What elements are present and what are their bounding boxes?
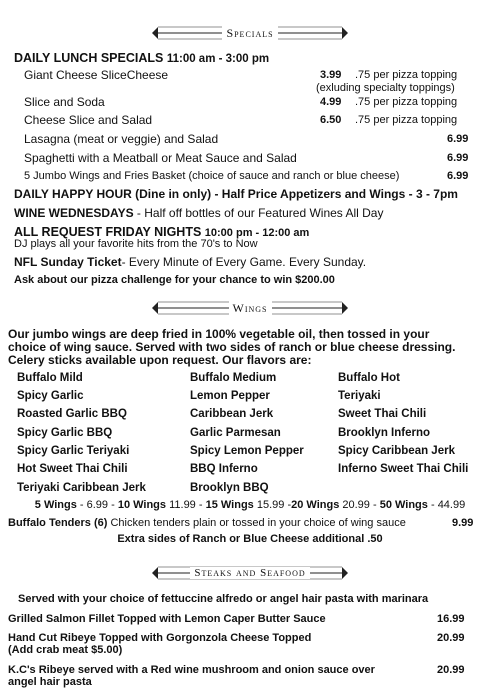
- buffalo-tenders-price: 9.99: [452, 517, 474, 529]
- lunch-item-note: .75 per pizza topping: [355, 69, 458, 81]
- happy-hour-line: DAILY HAPPY HOUR (Dine in only) - Half Price Appetizers and Wings - 3 - 7pm: [14, 187, 458, 201]
- wings-banner: [150, 297, 350, 319]
- wing-flavor: BBQ Inferno: [190, 463, 258, 475]
- steaks-banner-label: Steaks and Seafood: [190, 567, 309, 579]
- lunch-item: Giant Cheese SliceCheese: [24, 68, 169, 82]
- specials-banner: [150, 22, 350, 44]
- lunch-item-price: 6.99: [447, 170, 469, 182]
- steak-item: K.C's Ribeye served with a Red wine mushroom and onion sauce over: [8, 664, 375, 676]
- wings-banner-label: Wings: [229, 301, 272, 316]
- wing-flavor: Garlic Parmesan: [190, 427, 281, 439]
- steak-item: Hand Cut Ribeye Topped with Gorgonzola Cheese Topped: [8, 632, 312, 644]
- wine-wednesdays-line: WINE WEDNESDAYS - Half off bottles of our Featured Wines All Day: [14, 206, 384, 220]
- wing-flavor: Teriyaki Caribbean Jerk: [17, 482, 146, 494]
- wing-sizes-line: 5 Wings - 6.99 - 10 Wings 11.99 - 15 Wings 15.99 -20 Wings 20.99 - 50 Wings - 44.99: [34, 499, 466, 511]
- lunch-item-price: 4.99: [320, 96, 342, 108]
- lunch-item: Spaghetti with a Meatball or Meat Sauce and Salad: [24, 151, 297, 165]
- steaks-intro-line: Served with your choice of fettuccine alfredo or angel hair pasta with marinara: [18, 593, 429, 605]
- steak-item-price: 20.99: [437, 632, 465, 644]
- steak-item-price: 16.99: [437, 613, 465, 625]
- wing-flavor: Roasted Garlic BBQ: [17, 408, 127, 420]
- pizza-challenge-line: Ask about our pizza challenge for your chance to win $200.00: [14, 274, 335, 286]
- lunch-item-note: .75 per pizza topping: [355, 96, 458, 108]
- wing-flavor: Spicy Caribbean Jerk: [338, 445, 455, 457]
- lunch-item-note-2: (exluding specialty toppings): [316, 82, 455, 94]
- lunch-item-price: 6.50: [320, 114, 342, 126]
- specials-banner-label: Specials: [222, 26, 277, 41]
- wing-flavor: Spicy Garlic: [17, 390, 84, 402]
- wing-flavor: Teriyaki: [338, 390, 381, 402]
- friday-nights-text: DJ plays all your favorite hits from the 70's to Now: [14, 238, 258, 250]
- lunch-item-note: .75 per pizza topping: [355, 114, 458, 126]
- wing-flavor: Brooklyn BBQ: [190, 482, 269, 494]
- wing-flavor: Spicy Garlic BBQ: [17, 427, 113, 439]
- wings-intro-line: Our jumbo wings are deep fried in 100% vegetable oil, then tossed in your: [8, 327, 430, 341]
- lunch-item-price: 3.99: [320, 69, 342, 81]
- lunch-item-price: 6.99: [447, 152, 469, 164]
- wing-flavor: Inferno Sweet Thai Chili: [338, 463, 469, 475]
- wing-flavor: Buffalo Mild: [17, 372, 83, 384]
- lunch-item: 5 Jumbo Wings and Fries Basket (choice of sauce and ranch or blue cheese): [24, 170, 400, 182]
- lunch-item: Lasagna (meat or veggie) and Salad: [24, 132, 219, 146]
- lunch-specials-heading: DAILY LUNCH SPECIALS 11:00 am - 3:00 pm: [14, 51, 270, 65]
- wing-flavor: Buffalo Medium: [190, 372, 277, 384]
- wing-flavor: Brooklyn Inferno: [338, 427, 431, 439]
- lunch-item-price: 6.99: [447, 133, 469, 145]
- steak-item-subline: angel hair pasta: [8, 676, 92, 688]
- buffalo-tenders-line: Buffalo Tenders (6) Chicken tenders plain or tossed in your choice of wing sauce: [8, 517, 406, 529]
- lunch-item: Cheese Slice and Salad: [24, 113, 153, 127]
- wings-intro-line: choice of wing sauce. Served with two sides of ranch or blue cheese dressing.: [8, 340, 456, 354]
- wing-flavor: Lemon Pepper: [190, 390, 270, 402]
- nfl-ticket-line: NFL Sunday Ticket- Every Minute of Every Game. Every Sunday.: [14, 255, 367, 269]
- wing-flavor: Caribbean Jerk: [190, 408, 274, 420]
- wing-flavor: Sweet Thai Chili: [338, 408, 427, 420]
- friday-nights-heading: ALL REQUEST FRIDAY NIGHTS 10:00 pm - 12:00 am: [14, 225, 310, 239]
- steaks-banner: [150, 562, 350, 584]
- wing-flavor: Spicy Lemon Pepper: [190, 445, 304, 457]
- steak-item: Grilled Salmon Fillet Topped with Lemon Caper Butter Sauce: [8, 613, 326, 625]
- wing-flavor: Buffalo Hot: [338, 372, 400, 384]
- wings-intro-line: Celery sticks available upon request. Our flavors are:: [8, 353, 312, 367]
- steak-item-price: 20.99: [437, 664, 465, 676]
- wing-flavor: Hot Sweet Thai Chili: [17, 463, 128, 475]
- extras-line: Extra sides of Ranch or Blue Cheese additional .50: [117, 533, 383, 545]
- steak-item-subline: (Add crab meat $5.00): [8, 644, 123, 656]
- wing-flavor: Spicy Garlic Teriyaki: [17, 445, 130, 457]
- lunch-item: Slice and Soda: [24, 95, 105, 109]
